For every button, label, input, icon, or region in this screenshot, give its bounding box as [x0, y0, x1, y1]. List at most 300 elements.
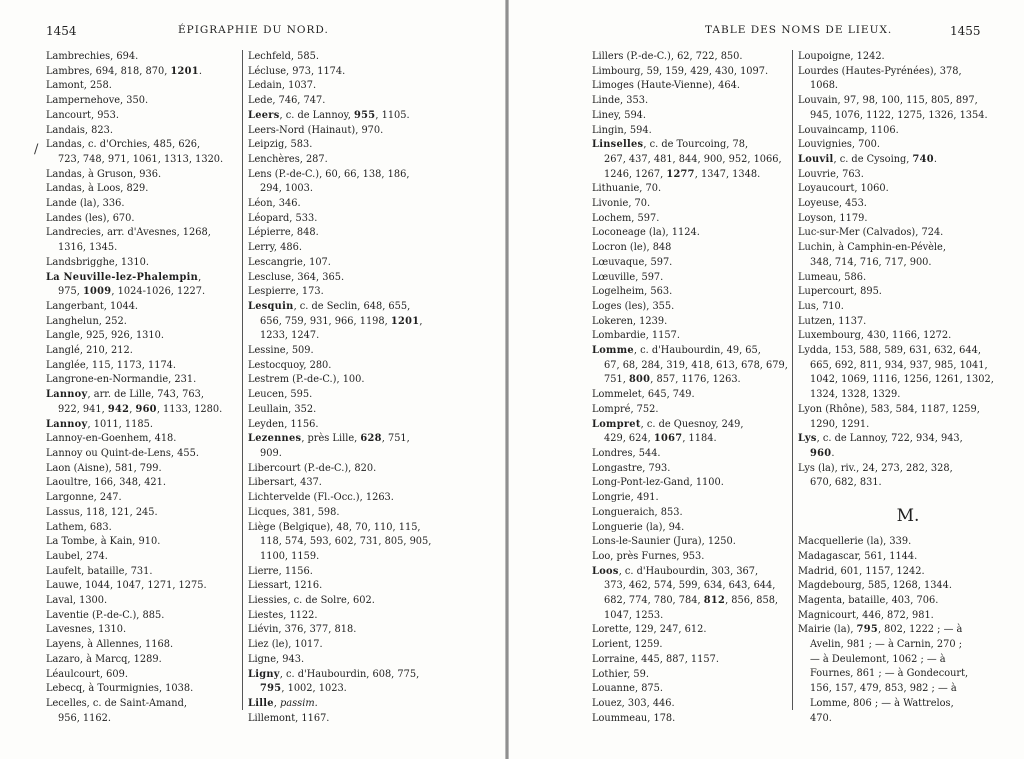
entry-heading-line: Lillers (P.-de-C.), 62, 722, 850. [592, 51, 743, 62]
index-entry [46, 697, 246, 726]
index-entry [592, 315, 796, 330]
entry-heading-line: Longuerie (la), 94. [592, 521, 685, 533]
entry-continuation-line: 1290, 1291. [810, 418, 870, 430]
entry-heading-line: Laventie (P.-de-C.), 885. [46, 609, 165, 621]
entry-heading-line: Lille, passim. [248, 697, 318, 709]
entry-heading-line: Lus, 710. [798, 300, 844, 312]
index-entry [248, 138, 503, 153]
entry-heading-line: Lillemont, 1167. [248, 712, 330, 724]
index-entry [248, 565, 503, 580]
index-entry [798, 138, 1018, 153]
index-entry [46, 462, 246, 477]
index-entry [798, 462, 1018, 491]
index-entry [46, 271, 246, 300]
index-entry [248, 168, 503, 197]
entry-heading-line: Lutzen, 1137. [798, 315, 867, 327]
entry-heading-line: Lampernehove, 350. [46, 95, 149, 107]
entry-heading-line: Ligny, c. d'Haubourdin, 608, 775, [248, 668, 420, 680]
index-entry [248, 609, 503, 624]
index-entry [46, 550, 246, 565]
index-entry [248, 197, 503, 212]
entry-heading-line: Libersart, 437. [248, 477, 322, 489]
right-index-column-1 [592, 50, 796, 726]
entry-heading-line: Louvrie, 763. [798, 168, 864, 180]
index-entry [46, 94, 246, 109]
entry-heading-line: Magdebourg, 585, 1268, 1344. [798, 580, 953, 592]
entry-heading-line: Lécluse, 973, 1174. [248, 65, 346, 77]
index-entry [592, 550, 796, 565]
index-entry [798, 153, 1018, 168]
index-entry [592, 197, 796, 212]
right-index-column-2 [798, 50, 1018, 726]
index-entry [248, 241, 503, 256]
entry-heading-line: Lons-le-Saunier (Jura), 1250. [592, 536, 736, 548]
index-entry [46, 109, 246, 124]
entry-heading-line: Lessine, 509. [248, 345, 314, 357]
entry-continuation-line: 294, 1003. [260, 183, 313, 195]
entry-heading-line: Lazaro, à Marcq, 1289. [46, 653, 162, 665]
left-index-column-2 [248, 50, 503, 726]
entry-heading-line: Lompré, 752. [592, 403, 659, 415]
entry-heading-line: Loummeau, 178. [592, 712, 676, 724]
index-entry [248, 491, 503, 506]
index-entry [46, 388, 246, 417]
entry-heading-line: Limoges (Haute-Vienne), 464. [592, 80, 741, 92]
entry-continuation-line: 956, 1162. [58, 712, 111, 724]
index-entry [798, 300, 1018, 315]
entry-heading-line: Lathem, 683. [46, 521, 112, 533]
index-entry [46, 359, 246, 374]
entry-heading-line: Loyeuse, 453. [798, 198, 867, 210]
index-entry [592, 476, 796, 491]
entry-heading-line: Lys, c. de Lannoy, 722, 934, 943, [798, 433, 963, 445]
entry-heading-line: Langlé, 210, 212. [46, 345, 133, 357]
entry-heading-line: Louvaincamp, 1106. [798, 124, 899, 136]
entry-heading-line: Louanne, 875. [592, 683, 664, 695]
entry-continuation-line: Lomme, 806 ; — à Wattrelos, [810, 697, 954, 709]
index-entry [46, 138, 246, 167]
entry-heading-line: Langhelun, 252. [46, 315, 127, 327]
index-entry [46, 300, 246, 315]
index-entry [592, 241, 796, 256]
entry-continuation-line: 665, 692, 811, 934, 937, 985, 1041, [810, 359, 988, 371]
index-entry [798, 65, 1018, 94]
entry-heading-line: Lithuanie, 70. [592, 183, 662, 195]
index-entry [248, 668, 503, 697]
entry-heading-line: Luc-sur-Mer (Calvados), 724. [798, 227, 944, 239]
index-entry [46, 168, 246, 183]
entry-continuation-line: 1316, 1345. [58, 242, 118, 254]
index-entry [46, 521, 246, 536]
entry-heading-line: Leullain, 352. [248, 403, 317, 415]
entry-heading-line: Livonie, 70. [592, 198, 651, 210]
index-entry [248, 373, 503, 388]
index-entry [248, 65, 503, 80]
entry-heading-line: Léon, 346. [248, 198, 301, 210]
index-entry [798, 168, 1018, 183]
index-entry [592, 182, 796, 197]
entry-heading-line: Luchin, à Camphin-en-Pévèle, [798, 242, 946, 254]
entry-heading-line: Liévin, 376, 377, 818. [248, 624, 357, 636]
entry-heading-line: Lourdes (Hautes-Pyrénées), 378, [798, 65, 962, 77]
entry-heading-line: Madrid, 601, 1157, 1242. [798, 565, 925, 577]
index-entry [592, 712, 796, 727]
index-entry [798, 94, 1018, 123]
index-entry [592, 329, 796, 344]
letter-section-heading: M. [896, 506, 920, 527]
entry-heading-line: Lichtervelde (Fl.-Occ.), 1263. [248, 492, 394, 504]
index-entry [592, 491, 796, 506]
entry-continuation-line: 960. [810, 447, 835, 459]
entry-heading-line: Lerry, 486. [248, 242, 302, 254]
entry-continuation-line: 156, 157, 479, 853, 982 ; — à [810, 683, 957, 695]
entry-heading-line: Luxembourg, 430, 1166, 1272. [798, 330, 952, 342]
index-entry [46, 79, 246, 94]
index-entry [592, 653, 796, 668]
column-rule [242, 50, 243, 710]
entry-heading-line: Loo, près Furnes, 953. [592, 550, 705, 562]
index-entry [248, 638, 503, 653]
entry-heading-line: Lescangrie, 107. [248, 256, 331, 268]
index-entry [46, 373, 246, 388]
entry-heading-line: Lierre, 1156. [248, 565, 313, 577]
entry-heading-line: Limbourg, 59, 159, 429, 430, 1097. [592, 65, 769, 77]
index-entry [248, 124, 503, 139]
entry-heading-line: Leers-Nord (Hainaut), 970. [248, 124, 384, 136]
index-entry [248, 226, 503, 241]
index-entry [248, 476, 503, 491]
index-entry [798, 565, 1018, 580]
entry-heading-line: Lens (P.-de-C.), 60, 66, 138, 186, [248, 168, 410, 180]
entry-heading-line: Ligne, 943. [248, 653, 305, 665]
index-entry [248, 418, 503, 433]
right-page-number: 1455 [950, 24, 981, 38]
entry-continuation-line: 267, 437, 481, 844, 900, 952, 1066, [604, 153, 782, 165]
index-entry [248, 579, 503, 594]
index-entry [798, 315, 1018, 330]
entry-heading-line: Licques, 381, 598. [248, 506, 340, 518]
entry-heading-line: Lorraine, 445, 887, 1157. [592, 653, 719, 665]
margin-pencil-mark: / [34, 142, 39, 157]
entry-heading-line: Longastre, 793. [592, 462, 671, 474]
index-entry [592, 388, 796, 403]
entry-heading-line: Loyaucourt, 1060. [798, 183, 889, 195]
index-entry [46, 506, 246, 521]
index-entry [46, 535, 246, 550]
index-entry [46, 609, 246, 624]
index-entry [592, 256, 796, 271]
entry-heading-line: Liestes, 1122. [248, 609, 318, 621]
index-entry [592, 668, 796, 683]
entry-continuation-line: 348, 714, 716, 717, 900. [810, 256, 932, 268]
entry-heading-line: Lede, 746, 747. [248, 95, 326, 107]
index-entry [248, 359, 503, 374]
entry-heading-line: Lauwe, 1044, 1047, 1271, 1275. [46, 580, 207, 592]
entry-continuation-line: 1100, 1159. [260, 550, 320, 562]
index-entry [798, 432, 1018, 461]
index-entry [248, 256, 503, 271]
index-entry [592, 462, 796, 477]
index-entry [592, 418, 796, 447]
index-entry [46, 623, 246, 638]
entry-heading-line: Lorette, 129, 247, 612. [592, 624, 707, 636]
index-entry [248, 594, 503, 609]
entry-heading-line: Lezennes, près Lille, 628, 751, [248, 433, 410, 445]
entry-heading-line: Léopard, 533. [248, 212, 318, 224]
index-entry [248, 212, 503, 227]
entry-heading-line: Leers, c. de Lannoy, 955, 1105. [248, 109, 410, 121]
entry-heading-line: Loconeage (la), 1124. [592, 227, 700, 239]
entry-heading-line: Leyden, 1156. [248, 418, 319, 430]
entry-heading-line: Magenta, bataille, 403, 706. [798, 594, 939, 606]
entry-heading-line: Loupoigne, 1242. [798, 51, 885, 62]
section-gap [798, 491, 1018, 501]
index-entry [592, 300, 796, 315]
entry-heading-line: Lescluse, 364, 365. [248, 271, 345, 283]
entry-heading-line: Madagascar, 561, 1144. [798, 550, 918, 562]
entry-continuation-line: 922, 941, 942, 960, 1133, 1280. [58, 403, 223, 415]
entry-continuation-line: 656, 759, 931, 966, 1198, 1201, [260, 315, 423, 327]
entry-heading-line: Lannoy, arr. de Lille, 743, 763, [46, 389, 204, 401]
index-entry [798, 182, 1018, 197]
entry-heading-line: Lamont, 258. [46, 80, 112, 92]
entry-heading-line: Lydda, 153, 588, 589, 631, 632, 644, [798, 345, 981, 357]
entry-heading-line: Langerbant, 1044. [46, 300, 139, 312]
entry-heading-line: Leucen, 595. [248, 389, 313, 401]
index-entry [46, 418, 246, 433]
index-entry [592, 212, 796, 227]
index-entry [248, 344, 503, 359]
entry-heading-line: Lecelles, c. de Saint-Amand, [46, 697, 187, 709]
entry-heading-line: Laoultre, 166, 348, 421. [46, 477, 167, 489]
index-entry [248, 653, 503, 668]
index-entry [798, 535, 1018, 550]
entry-heading-line: La Tombe, à Kain, 910. [46, 536, 161, 548]
index-entry [592, 65, 796, 80]
entry-heading-line: Landsbrigghe, 1310. [46, 256, 149, 268]
entry-continuation-line: 723, 748, 971, 1061, 1313, 1320. [58, 153, 224, 165]
entry-continuation-line: 1068. [810, 80, 839, 92]
entry-heading-line: Lorient, 1259. [592, 639, 663, 651]
index-entry [248, 79, 503, 94]
index-entry [46, 226, 246, 255]
index-entry [248, 712, 503, 727]
index-entry [248, 50, 503, 65]
entry-heading-line: Laufelt, bataille, 731. [46, 565, 153, 577]
index-entry [46, 565, 246, 580]
entry-continuation-line: 1233, 1247. [260, 330, 320, 342]
index-entry [248, 300, 503, 344]
entry-heading-line: Lande (la), 336. [46, 198, 125, 210]
entry-heading-line: Libercourt (P.-de-C.), 820. [248, 462, 377, 474]
entry-heading-line: Londres, 544. [592, 447, 661, 459]
index-entry [46, 212, 246, 227]
entry-continuation-line: 909. [260, 447, 282, 459]
entry-heading-line: Landas, à Loos, 829. [46, 183, 149, 195]
entry-heading-line: Liessies, c. de Solre, 602. [248, 595, 375, 607]
entry-heading-line: Lupercourt, 895. [798, 286, 882, 298]
entry-heading-line: Landas, c. d'Orchies, 485, 626, [46, 139, 201, 151]
entry-continuation-line: 751, 800, 857, 1176, 1263. [604, 374, 741, 386]
entry-continuation-line: 118, 574, 593, 602, 731, 805, 905, [260, 536, 432, 548]
right-page [508, 0, 1024, 759]
entry-heading-line: La Neuville-lez-Phalempin, [46, 271, 202, 283]
index-entry [46, 124, 246, 139]
index-entry [248, 521, 503, 565]
entry-heading-line: Lingin, 594. [592, 124, 652, 136]
entry-heading-line: Louvain, 97, 98, 100, 115, 805, 897, [798, 95, 978, 107]
entry-heading-line: Lenchères, 287. [248, 153, 328, 165]
entry-heading-line: Lannoy-en-Goenhem, 418. [46, 433, 177, 445]
index-entry [592, 623, 796, 638]
entry-heading-line: Lœuville, 597. [592, 271, 664, 283]
entry-heading-line: Leipzig, 583. [248, 139, 313, 151]
index-entry [248, 94, 503, 109]
index-entry [46, 432, 246, 447]
index-entry [798, 226, 1018, 241]
entry-heading-line: Liessart, 1216. [248, 580, 323, 592]
index-entry [798, 212, 1018, 227]
index-entry [592, 124, 796, 139]
index-entry [46, 256, 246, 271]
entry-heading-line: Léaulcourt, 609. [46, 668, 128, 680]
entry-heading-line: Lumeau, 586. [798, 271, 867, 283]
entry-continuation-line: 373, 462, 574, 599, 634, 643, 644, [604, 580, 776, 592]
index-entry [592, 79, 796, 94]
index-entry [798, 579, 1018, 594]
entry-heading-line: Liège (Belgique), 48, 70, 110, 115, [248, 521, 421, 533]
entry-continuation-line: 429, 624, 1067, 1184. [604, 433, 717, 445]
entry-heading-line: Langle, 925, 926, 1310. [46, 330, 164, 342]
index-entry [798, 329, 1018, 344]
entry-heading-line: Loges (les), 355. [592, 300, 675, 312]
index-entry [798, 594, 1018, 609]
index-entry [592, 94, 796, 109]
entry-heading-line: Lambrechies, 694. [46, 51, 139, 62]
index-entry [592, 638, 796, 653]
index-entry [592, 682, 796, 697]
entry-heading-line: Lompret, c. de Quesnoy, 249, [592, 418, 744, 430]
entry-heading-line: Laval, 1300. [46, 595, 108, 607]
entry-heading-line: Linde, 353. [592, 95, 649, 107]
entry-heading-line: Logelheim, 563. [592, 286, 673, 298]
entry-heading-line: Long-Pont-lez-Gand, 1100. [592, 477, 724, 489]
index-entry [248, 506, 503, 521]
entry-heading-line: Lys (la), riv., 24, 273, 282, 328, [798, 462, 953, 474]
entry-heading-line: Lebecq, à Tourmignies, 1038. [46, 683, 194, 695]
index-entry [798, 285, 1018, 300]
index-entry [46, 329, 246, 344]
entry-continuation-line: 975, 1009, 1024-1026, 1227. [58, 286, 206, 298]
index-entry [592, 506, 796, 521]
right-running-head: TABLE DES NOMS DE LIEUX. [705, 24, 893, 36]
index-entry [592, 226, 796, 241]
entry-heading-line: Lokeren, 1239. [592, 315, 668, 327]
entry-heading-line: Louez, 303, 446. [592, 697, 675, 709]
entry-heading-line: Locron (le), 848 [592, 242, 672, 254]
index-entry [592, 521, 796, 536]
index-entry [46, 182, 246, 197]
entry-heading-line: Lœuvaque, 597. [592, 256, 673, 268]
index-entry [46, 682, 246, 697]
index-entry [46, 344, 246, 359]
entry-heading-line: Louvignies, 700. [798, 139, 880, 151]
index-entry [592, 271, 796, 286]
index-entry [798, 403, 1018, 432]
entry-heading-line: Liez (le), 1017. [248, 639, 323, 651]
index-entry [46, 579, 246, 594]
entry-heading-line: Liney, 594. [592, 109, 647, 121]
entry-heading-line: Lancourt, 953. [46, 109, 120, 121]
entry-heading-line: Lyon (Rhône), 583, 584, 1187, 1259, [798, 403, 980, 415]
entry-heading-line: Langlée, 115, 1173, 1174. [46, 359, 177, 371]
index-entry [248, 432, 503, 461]
index-entry [46, 653, 246, 668]
index-entry [798, 271, 1018, 286]
index-entry [248, 623, 503, 638]
index-entry [248, 388, 503, 403]
index-entry [248, 285, 503, 300]
entry-heading-line: Laon (Aisne), 581, 799. [46, 462, 162, 474]
entry-continuation-line: 670, 682, 831. [810, 477, 882, 489]
index-entry [248, 697, 503, 712]
index-entry [798, 197, 1018, 212]
entry-heading-line: Lesquin, c. de Seclin, 648, 655, [248, 300, 411, 312]
left-running-head: ÉPIGRAPHIE DU NORD. [178, 24, 329, 36]
entry-heading-line: Lestocquoy, 280. [248, 359, 332, 371]
index-entry [248, 462, 503, 477]
entry-heading-line: Landes (les), 670. [46, 212, 135, 224]
entry-heading-line: Longueraich, 853. [592, 506, 683, 518]
entry-heading-line: Landais, 823. [46, 124, 113, 136]
index-entry [592, 447, 796, 462]
entry-heading-line: Lespierre, 173. [248, 286, 324, 298]
index-entry [46, 50, 246, 65]
entry-heading-line: Lépierre, 848. [248, 227, 319, 239]
entry-heading-line: Lannoy, 1011, 1185. [46, 418, 153, 430]
index-entry [46, 447, 246, 462]
index-entry [248, 403, 503, 418]
left-index-column-1 [46, 50, 246, 726]
entry-heading-line: Longrie, 491. [592, 492, 659, 504]
index-entry [46, 65, 246, 80]
entry-heading-line: Magnicourt, 446, 872, 981. [798, 609, 934, 621]
index-entry [46, 315, 246, 330]
entry-heading-line: Lavesnes, 1310. [46, 624, 127, 636]
entry-continuation-line: Fournes, 861 ; — à Gondecourt, [810, 668, 969, 680]
left-page-number: 1454 [46, 24, 77, 38]
entry-heading-line: Louvil, c. de Cysoing, 740. [798, 153, 937, 165]
entry-heading-line: Linselles, c. de Tourcoing, 78, [592, 139, 749, 151]
index-entry [592, 535, 796, 550]
entry-continuation-line: Avelin, 981 ; — à Carnin, 270 ; [810, 639, 963, 651]
entry-heading-line: Lassus, 118, 121, 245. [46, 506, 158, 518]
index-entry [592, 403, 796, 418]
entry-heading-line: Lothier, 59. [592, 668, 649, 680]
index-entry [46, 491, 246, 506]
index-entry [248, 109, 503, 124]
entry-heading-line: Lestrem (P.-de-C.), 100. [248, 374, 365, 386]
entry-heading-line: Ledain, 1037. [248, 80, 317, 92]
index-entry [592, 138, 796, 182]
entry-continuation-line: 945, 1076, 1122, 1275, 1326, 1354. [810, 109, 988, 121]
entry-heading-line: Landas, à Gruson, 936. [46, 168, 162, 180]
entry-heading-line: Layens, à Allennes, 1168. [46, 639, 174, 651]
index-entry [798, 124, 1018, 139]
entry-continuation-line: 1047, 1253. [604, 609, 664, 621]
entry-heading-line: Lambres, 694, 818, 870, 1201. [46, 65, 203, 77]
index-entry [798, 241, 1018, 270]
